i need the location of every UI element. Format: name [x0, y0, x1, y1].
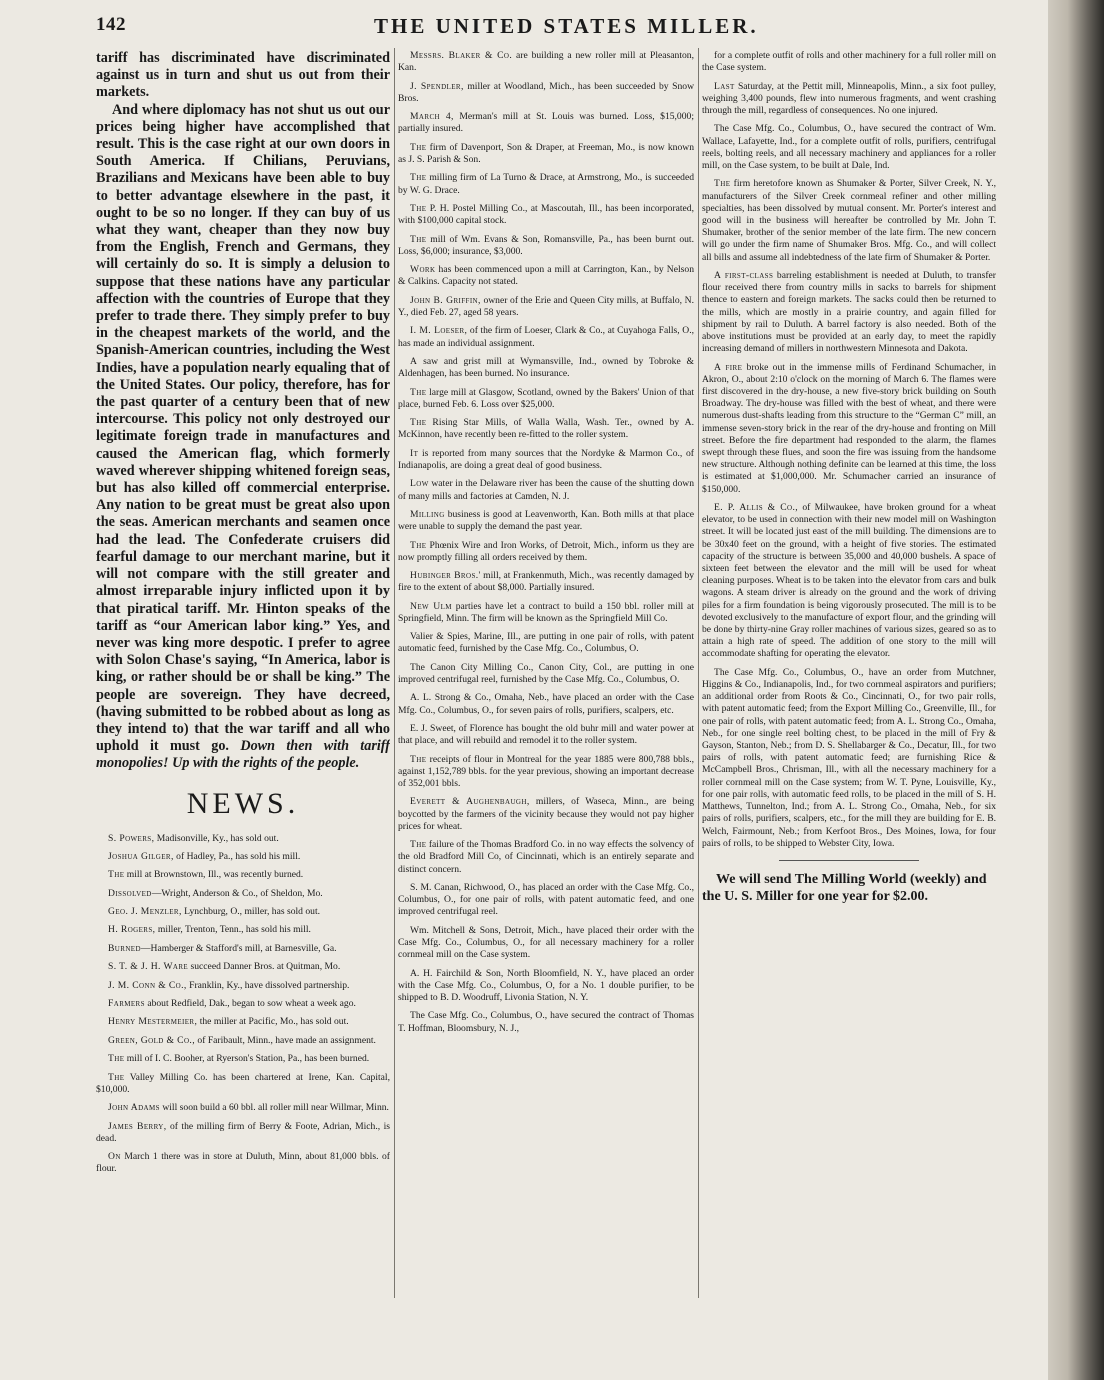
- closing-rule: [779, 860, 919, 861]
- news-item-lead: E. P. Allis & Co.,: [714, 502, 799, 514]
- news-item-text: for a complete outfit of rolls and other machinery for a full roller mill on the Case system.: [702, 50, 996, 74]
- news-item-text: of the milling firm of Berry & Foote, Adrian, Mich., is dead.: [96, 1120, 390, 1144]
- essay-paragraph: tariff has discriminated have discriminated against us in turn and shut us out from their markets.: [96, 50, 390, 101]
- news-item-text: Saturday, at the Pettit mill, Minneapolis, Minn., a six foot pulley, weighing 3,400 pounds, flew into numerous fragments, and went crashing through the mill, regardless of consequences. No one injured.: [702, 80, 996, 116]
- news-item: [398, 417, 694, 441]
- news-item-lead: The: [410, 839, 427, 851]
- news-item: [702, 81, 996, 118]
- news-item-text: The Case Mfg. Co., Columbus, O., have secured the contract of Thomas T. Hoffman, Bloomsbury, N. J.,: [398, 1010, 694, 1034]
- news-item: [398, 796, 694, 833]
- news-item-text: Wm. Mitchell & Sons, Detroit, Mich., have placed their order with the Case Mfg. Co., Columbus, O., for all necessary machinery for a roller cornmeal mill on the Case system.: [398, 924, 694, 961]
- news-item: [398, 968, 694, 1005]
- news-item: [398, 925, 694, 962]
- news-item-lead: J. M. Conn & Co.,: [108, 979, 187, 991]
- column-rule: [698, 48, 699, 1298]
- news-item: [96, 1151, 390, 1175]
- column-rule: [394, 48, 395, 1298]
- news-item-text: mill, at Frankenmuth, Mich., was recently damaged by fire to the extent of about $8,000. Partially insured.: [398, 570, 694, 594]
- subscription-offer: We will send The Milling World (weekly) and the U. S. Miller for one year for $2.00.: [702, 871, 987, 904]
- binding-edge: [1048, 0, 1104, 1380]
- news-item-lead: The: [410, 172, 427, 184]
- news-item: [702, 270, 996, 355]
- news-item-text: will soon build a 60 bbl. all roller mill near Willmar, Minn.: [159, 1102, 389, 1114]
- news-item-lead: Milling: [410, 508, 445, 520]
- news-item-text: firm heretofore known as Shumaker & Porter, Silver Creek, N. Y., manufacturers of the Silver Creek cornmeal refiner and other milling specialties, has been dissolved by mutual consent. Mr. Porter's interest and good will in the business will hereafter be controlled by Mr. John T. Shumaker, brother of the senior member of the late firm. The new concern will go under the firm name of Shumaker Bros. Mfg. Co., and will collect all bills and assume all indebtedness of the late firm of Shumaker & Porter.: [702, 178, 996, 263]
- news-item-lead: A: [410, 355, 418, 367]
- news-list: [702, 50, 996, 850]
- news-heading: NEWS.: [186, 786, 300, 820]
- news-item: [398, 662, 694, 686]
- news-item: [96, 1035, 390, 1047]
- news-item: [96, 833, 390, 845]
- news-item-lead: Everett & Aughenbaugh,: [410, 796, 530, 808]
- news-item-text: Madisonville, Ky., has sold out.: [154, 832, 279, 844]
- news-item: [96, 1016, 390, 1028]
- news-item: [398, 754, 694, 791]
- news-item-text: milling firm of La Turno & Drace, at Armstrong, Mo., is succeeded by W. G. Drace.: [398, 172, 694, 196]
- news-item-lead: James Berry,: [108, 1120, 167, 1132]
- news-item-text: P. H. Postel Milling Co., at Mascoutah, Ill., has been incorporated, with $100,000 capital stock.: [398, 202, 694, 227]
- news-item-text: Franklin, Ky., have dissolved partnership.: [186, 979, 350, 991]
- news-item: [398, 325, 694, 349]
- essay-closing: Down then with tariff monopolies! Up with the rights of the people.: [96, 738, 390, 772]
- news-item: [398, 50, 694, 74]
- news-item-text: of Hadley, Pa., has sold his mill.: [173, 850, 301, 862]
- news-item: [702, 178, 996, 263]
- news-item-lead: The: [714, 178, 731, 190]
- news-item-text: miller, Trenton, Tenn., has sold his mill.: [155, 924, 311, 936]
- news-item: [398, 172, 694, 196]
- news-list: [398, 50, 694, 1035]
- news-item-text: S. M. Canan, Richwood, O., has placed an order with the Case Mfg. Co., Columbus, O., for one pair of rolls, with patent automatic feed, and one improved centrifugal reel.: [398, 882, 694, 918]
- news-item-lead: The: [108, 1053, 125, 1065]
- news-item: [398, 356, 694, 380]
- news-item-text: about Redfield, Dak., began to sow wheat a week ago.: [144, 998, 356, 1010]
- column-2: [398, 50, 694, 1360]
- news-item: [398, 601, 694, 625]
- news-item-lead: Dissolved: [108, 887, 152, 899]
- news-item-lead: The: [108, 1071, 125, 1083]
- news-item-text: business is good at Leavenworth, Kan. Both mills at that place were unable to supply the demand the past year.: [398, 508, 694, 533]
- news-item-text: mill at Brownstown, Ill., was recently burned.: [124, 869, 304, 881]
- news-item: [702, 362, 996, 496]
- news-item-text: are building a new roller mill at Pleasanton, Kan.: [398, 50, 694, 74]
- news-item-lead: On: [108, 1151, 121, 1163]
- news-item: [96, 943, 390, 955]
- news-item: [96, 1053, 390, 1065]
- news-item-text: of the firm of Loeser, Clark & Co., at Cuyahoga Falls, O., has made an individual assignment.: [398, 325, 694, 349]
- news-item-text: Rising Star Mills, of Walla Walla, Wash. Ter., owned by A. McKinnon, have recently been re-fitted to the roller system.: [398, 417, 694, 441]
- news-item: [398, 264, 694, 288]
- news-item-lead: Farmers: [108, 998, 145, 1010]
- news-item-text: broke out in the immense mills of Ferdinand Schumacher, in Akron, O., about 2:10 o'clock on the morning of March 6. The flames were first discovered in the dry-house, a new five-story brick building on South Broadway. The dry-house was filled with the best of wheat, and there were numerous dust-shafts leading from this structure to the “German C” mill, an immense seven-story brick in the rear of the dry-house and fronting on Mill street. Before the fire department had responded to the alarm, the flames swept through these flues, and soon the fire was issuing from the handsome new structure. Although nothing definite can be learned at this time, the loss is estimated at $1,000,000. Mr. Schumacher carried an insurance of $150,000.: [702, 361, 996, 495]
- news-item-text: Merman's mill at St. Louis was burned. Loss, $15,000; partially insured.: [398, 111, 694, 135]
- column-3: [702, 50, 996, 1360]
- news-item-text: of Faribault, Minn., have made an assignment.: [195, 1034, 376, 1046]
- news-item: [398, 234, 694, 258]
- news-item-text: A. L. Strong & Co., Omaha, Neb., have placed an order with the Case Mfg. Co., Columbus, O., for seven pairs of rolls, purifiers, scalpers, etc.: [398, 692, 694, 716]
- news-item-lead: The: [410, 386, 427, 398]
- news-item: [702, 667, 996, 850]
- news-item-text: large mill at Glasgow, Scotland, owned by the Bakers' Union of that place, burned Feb. 6. Loss over $25,000.: [398, 386, 694, 410]
- news-item-text: barreling establishment is needed at Duluth, to transfer flour received there from country mills in sacks to barrels for shipment thence to eastern and foreign markets. The sacks could then be returned to the mills, which are mostly in a prairie country, and again filled for shipment by rail to Duluth. A barrel factory is also needed. Both of the above institutions must be provided at an early day, to meet the rapidly increasing demand of millers in northwestern Minnesota and Dakota.: [702, 270, 996, 355]
- news-item: [398, 631, 694, 655]
- news-item: [398, 387, 694, 411]
- news-item-text: The Canon City Milling Co., Canon City, Col., are putting in one improved centrifugal reel, furnished by the Case Mfg. Co., Columbus, O.: [398, 661, 694, 686]
- news-item-text: succeed Danner Bros. at Quitman, Mo.: [188, 961, 341, 973]
- news-item-text: millers, of Waseca, Minn., are being boycotted by the farmers of the vicinity because they would not pay higher prices for wheat.: [398, 796, 694, 832]
- news-item: [96, 998, 390, 1010]
- news-item-text: —Hamberger & Stafford's mill, at Barnesville, Ga.: [140, 942, 337, 954]
- news-item: [398, 448, 694, 472]
- news-item-text: failure of the Thomas Bradford Co. in no way effects the solvency of the old Bradford Mill Co, of Cincinnati, which is an entirely separate and distinct concern.: [398, 839, 694, 875]
- news-item-text: has been commenced upon a mill at Carrington, Kan., by Nelson & Calkins. Capacity not stated.: [398, 264, 694, 288]
- news-item-lead: Henry Mestermeier,: [108, 1016, 198, 1028]
- news-item-lead: The: [410, 753, 427, 765]
- news-item-lead: The: [410, 233, 427, 245]
- news-item-text: A. H. Fairchild & Son, North Bloomfield, N. Y., have placed an order with the Case Mfg. Co., Columbus, O, for a No. 1 double purifier, to be shipped to B. D. Woodruff, Livonia Station, N. Y.: [398, 967, 694, 1004]
- news-item: [96, 869, 390, 881]
- news-item-lead: The: [410, 539, 427, 551]
- news-item: [398, 142, 694, 166]
- page-number: 142: [96, 14, 126, 35]
- news-item-text: parties have let a contract to build a 150 bbl. roller mill at Springfield, Minn. The firm will be known as the Springfield Mill Co.: [398, 600, 694, 624]
- news-item-text: firm of Davenport, Son & Draper, at Freeman, Mo., is now known as J. S. Parish & Son.: [398, 141, 694, 165]
- news-item-text: The Case Mfg. Co., Columbus, O., have an order from Mutchner, Higgins & Co., Indianapolis, Ind., for two cornmeal aspirators and purifiers; an additional order from Roots & Co., Cincinnati, O., for two pair rolls, with patent automatic feed; from the Export Milling Co., Greenville, Ill., for one pair of rolls, with patent automatic feed; from A. L. Strong Co., Omaha, Neb., for one single reel bolting chest, to be placed in the mill of Fry & Gayson, Stanton, Neb.; from D. S. Shellabarger & Co., Decatur, Ill., for two pairs of rolls, with patent automatic feed; are furnishing Rice & McCampbell Bros., Chrisman, Ill., with all the necessary machinery for a roller cornmeal mill on the Case system; from W. T. Pyne, Louisville, Ky., for one pair rolls, with automatic feed rolls, to be placed in the mill of S. H. Matthews, Tunnelton, Ind.; from A. L. Strong Co., Omaha, Neb., for six pairs of rolls, purifiers, scalpers, etc., for the mill they are building for E. B. Welch, Fairmount, Neb.; from Kerfoot Bros., Des Moines, Iowa, for four pairs of rolls, to be shipped to Webster City, Iowa.: [702, 666, 996, 849]
- news-item: [398, 478, 694, 502]
- news-item-lead: Work: [410, 264, 436, 276]
- news-item-text: owner of the Erie and Queen City mills, at Buffalo, N. Y., died Feb. 27, aged 58 years.: [398, 294, 694, 318]
- running-head: THE UNITED STATES MILLER.: [374, 14, 759, 38]
- news-item: [398, 203, 694, 227]
- news-item: [398, 570, 694, 594]
- news-item-lead: The: [410, 141, 427, 153]
- news-item: [96, 851, 390, 863]
- news-item: [702, 502, 996, 661]
- news-item-text: saw and grist mill at Wymansville, Ind., owned by Tobroke & Aldenhagen, has been burned. No insurance.: [398, 355, 694, 380]
- news-item-lead: Geo. J. Menzler,: [108, 906, 182, 918]
- news-item-text: mill of Wm. Evans & Son, Romansville, Pa., has been burnt out. Loss, $6,000; insurance, $3,000.: [398, 233, 694, 257]
- news-item: [702, 50, 996, 74]
- news-item-lead: The: [410, 202, 427, 214]
- news-item-lead: It: [410, 447, 419, 459]
- news-item-text: The Case Mfg. Co., Columbus, O., have secured the contract of Wm. Wallace, Lafayette, Ind., for a complete outfit of rolls, purifiers, centrifugal reels, bolting reels, and all necessary machinery and appliances for a roller mill, on the Case system, to be built at Dale, Ind.: [702, 123, 996, 171]
- news-item: [398, 111, 694, 135]
- news-item: [398, 295, 694, 319]
- news-item-lead: New Ulm: [410, 600, 452, 612]
- news-item-lead: Green, Gold & Co.,: [108, 1034, 196, 1046]
- news-item: [398, 1010, 694, 1034]
- news-item-lead: Last: [714, 80, 735, 92]
- news-item-text: Phœnix Wire and Iron Works, of Detroit, Mich., inform us they are now promptly filling all orders received by them.: [398, 539, 694, 563]
- news-item-lead: I. M. Loeser,: [410, 325, 468, 337]
- news-item-lead: Burned: [108, 942, 141, 954]
- news-item-text: is reported from many sources that the Nordyke & Marmon Co., of Indianapolis, are doing a great deal of good business.: [398, 447, 694, 471]
- news-item: [398, 882, 694, 919]
- news-item-lead: John B. Griffin,: [410, 294, 481, 306]
- news-item-lead: H. Rogers,: [108, 924, 156, 936]
- news-item-lead: The: [108, 869, 125, 881]
- news-item-text: —Wright, Anderson & Co., of Sheldon, Mo.: [151, 887, 323, 899]
- page-header: [96, 14, 996, 42]
- essay: [96, 50, 390, 773]
- news-item-lead: John Adams: [108, 1102, 160, 1114]
- news-item-text: the miller at Pacific, Mo., has sold out.: [197, 1016, 349, 1028]
- news-item: [398, 692, 694, 716]
- essay-paragraph: [96, 102, 390, 773]
- news-item-text: mill of I. C. Booher, at Ryerson's Station, Pa., has been burned.: [124, 1053, 370, 1065]
- news-item-text: Lynchburg, O., miller, has sold out.: [181, 906, 321, 918]
- news-item: [96, 1102, 390, 1114]
- essay-paragraph-text: And where diplomacy has not shut us out our prices being higher have accomplished that result. This is the case right at our own doors in South America. If Chilians, Peruvians, Brazilians and Mexicans have been able to buy to better advantage elsewhere in the past, it ought to be so no longer. If they can buy of us what they want, cheaper than they now buy from the English, French and Germans, they will certainly do so. It is simply a delusion to suppose that these nations have any particular affection with the countries of Europe that they prefer to trade there. They simply prefer to buy in the cheapest markets of the world, and the Spanish-American countries, including the West Indies, have a population nearly equaling that of the United States. Our policy, therefore, has for the past quarter of a century been that of new intercourse. This policy not only destroyed our legitimate foreign trade in manufactures and caused the American flag, which formerly waved wherever shipping whitened foreign seas, but has also killed off commercial enterprise. Any nation to be great must be great also upon the seas. American merchants and seamen once had the lead. The Confederate cruisers did fearful damage to our merchant marine, but it will not compare with the still greater and almost irreparable injury inflicted upon it by that piratical tariff. Mr. Hinton speaks of the tariff as “our American labor king.” Yes, and never was king more despotic. I prefer to agree with Solon Chase's saying, “In America, labor is king, or rather should be or shall be king.” The people are sovereign. They have decreed, (having submitted to be robbed about as long as they intend to) that the war tariff and all who uphold it must go.: [96, 101, 390, 755]
- news-item: [96, 961, 390, 973]
- news-item-lead: Joshua Gilger,: [108, 850, 174, 862]
- news-item-text: water in the Delaware river has been the cause of the shutting down of many mills and factories at Camden, N. J.: [398, 478, 694, 502]
- news-item-lead: A fire: [714, 361, 743, 373]
- news-item-text: Valier & Spies, Marine, Ill., are putting in one pair of rolls, with patent automatic feed, furnished by the Case Mfg. Co., Columbus, O.: [398, 631, 694, 655]
- news-item: [96, 1072, 390, 1096]
- news-item: [398, 540, 694, 564]
- news-item-text: March 1 there was in store at Duluth, Minn, about 81,000 bbls. of flour.: [96, 1151, 390, 1175]
- news-item-lead: Low: [410, 478, 429, 490]
- news-item: [96, 888, 390, 900]
- news-item-text: E. J. Sweet, of Florence has bought the old buhr mill and water power at that place, and will rebuild and remodel it to the roller system.: [398, 723, 694, 747]
- news-item: [702, 123, 996, 172]
- news-item: [96, 1121, 390, 1145]
- news-item: [398, 723, 694, 747]
- news-item-lead: S. Powers,: [108, 832, 155, 844]
- news-item-lead: S. T. & J. H. Ware: [108, 961, 189, 973]
- news-item-text: of Milwaukee, have broken ground for a wheat elevator, to be used in connection with their new model mill on Washington street. It will be located just east of the mill building. The dimensions are to be 30x40 feet on the ground, with a height of five stories. The estimated capacity of the structure is between 35,000 and 40,000 bushels. A space of sixteen feet between the elevator and the mill will be used for wheat cleaning purposes. Wheat is to be taken into the elevator from cars and bulk wagons. A steam driver is already on the ground and the work of driving piles for a firm foundation is being vigorously prosecuted. The mill is to be devoted exclusively to the manufacture of export flour, and the grinding will be done by thirty-nine Gray roller machines of various sizes, geared so as to attain a high rate of speed. The addition of one story to the mill will accommodate shafting for operating the elevator.: [702, 502, 996, 660]
- news-item-lead: J. Spendler,: [410, 80, 464, 92]
- news-item: [398, 839, 694, 876]
- news-item-lead: Hubinger Bros.': [410, 570, 481, 582]
- news-item: [398, 81, 694, 105]
- news-item-text: receipts of flour in Montreal for the year 1885 were 800,788 bbls., against 1,152,789 bbls. for the year previous, showing an important decrease of 352,001 bbls.: [398, 753, 694, 790]
- news-item-text: Valley Milling Co. has been chartered at Irene, Kan. Capital, $10,000.: [96, 1071, 390, 1095]
- news-list: [96, 833, 390, 1176]
- news-item: [96, 906, 390, 918]
- news-item-lead: March 4,: [410, 111, 454, 123]
- news-item: [96, 980, 390, 992]
- news-item-lead: A first-class: [714, 270, 774, 281]
- news-item-text: miller at Woodland, Mich., has been succeeded by Snow Bros.: [398, 80, 694, 104]
- column-1: [96, 50, 390, 1360]
- news-item-lead: Messrs. Blaker & Co.: [410, 50, 513, 61]
- news-item-lead: The: [410, 417, 427, 429]
- news-item: [96, 924, 390, 936]
- news-item: [398, 509, 694, 533]
